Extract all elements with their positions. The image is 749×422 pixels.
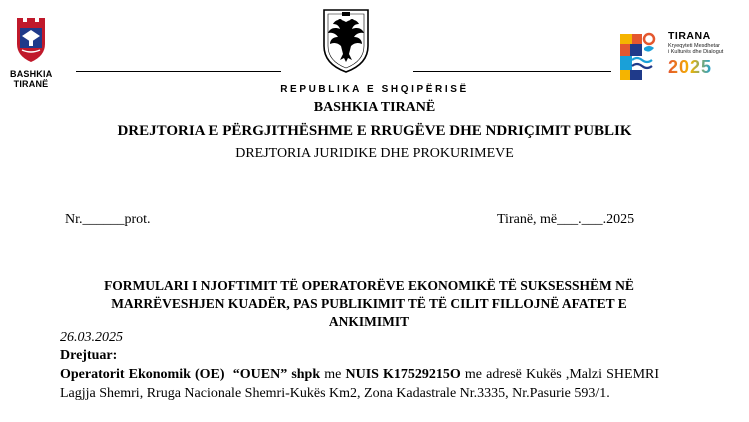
- directorate-heading: DREJTORIA E PËRGJITHËSHME E RRUGËVE DHE NDRIÇIMIT PUBLIK: [117, 123, 632, 139]
- tirana-wordmark: TIRANA: [668, 30, 711, 42]
- nuis-number: NUIS K17529215O: [345, 367, 461, 382]
- protocol-number: Nr.______prot.: [65, 212, 151, 227]
- tirana-year: 2025: [668, 57, 713, 77]
- logo-left-line2: TIRANË: [13, 79, 49, 89]
- issue-date: 26.03.2025: [60, 330, 123, 345]
- header-rule-left: [76, 71, 281, 72]
- logo-left-line1: BASHKIA: [10, 69, 53, 79]
- tirana-culture-mark-icon: [616, 30, 666, 90]
- albanian-eagle-emblem: [318, 6, 374, 74]
- double-headed-eagle-icon: [318, 6, 374, 74]
- tirana-2025-logo: [616, 30, 746, 90]
- form-title-line2: MARRËVESHJEN KUADËR, PAS PUBLIKIMIT TË TË CILIT FILLOJNË AFATET E: [111, 296, 627, 311]
- republic-heading: REPUBLIKA E SHQIPËRISË: [280, 84, 469, 95]
- addressed-label: Drejtuar:: [60, 348, 118, 363]
- header-rule-right: [413, 71, 611, 72]
- operator-address: me adresë Kukës ,Malzi SHEMRI Lagjja Shemri, Rruga Nacionale Shemri-Kukës Km2, Zona Kadastrale Nr.3335, Nr.Pasurie 593/1.: [60, 367, 660, 401]
- form-title: [60, 277, 678, 331]
- operator-name: “OUEN” shpk: [232, 367, 321, 382]
- municipality-heading: BASHKIA TIRANË: [313, 100, 436, 115]
- addressee-paragraph: [60, 365, 659, 403]
- operator-label: Operatorit Ekonomik (OE): [60, 367, 225, 382]
- department-heading: DREJTORIA JURIDIKE DHE PROKURIMEVE: [235, 146, 514, 161]
- form-title-line1: FORMULARI I NJOFTIMIT TË OPERATORËVE EKONOMIKË TË SUKSESSHËM NË: [104, 278, 634, 293]
- tirana-subtitle-2: i Kulturës dhe Dialogut: [668, 49, 724, 55]
- tirana-subtitle-1: Kryeqyteti Mesdhetar: [668, 43, 720, 49]
- form-title-line3: ANKIMIMIT: [328, 314, 410, 329]
- date-line: Tiranë, më___.___.2025: [497, 212, 635, 227]
- municipality-crest-icon: [10, 14, 52, 64]
- bashkia-tirane-logo: [10, 14, 52, 89]
- nuis-prefix: me: [320, 367, 346, 382]
